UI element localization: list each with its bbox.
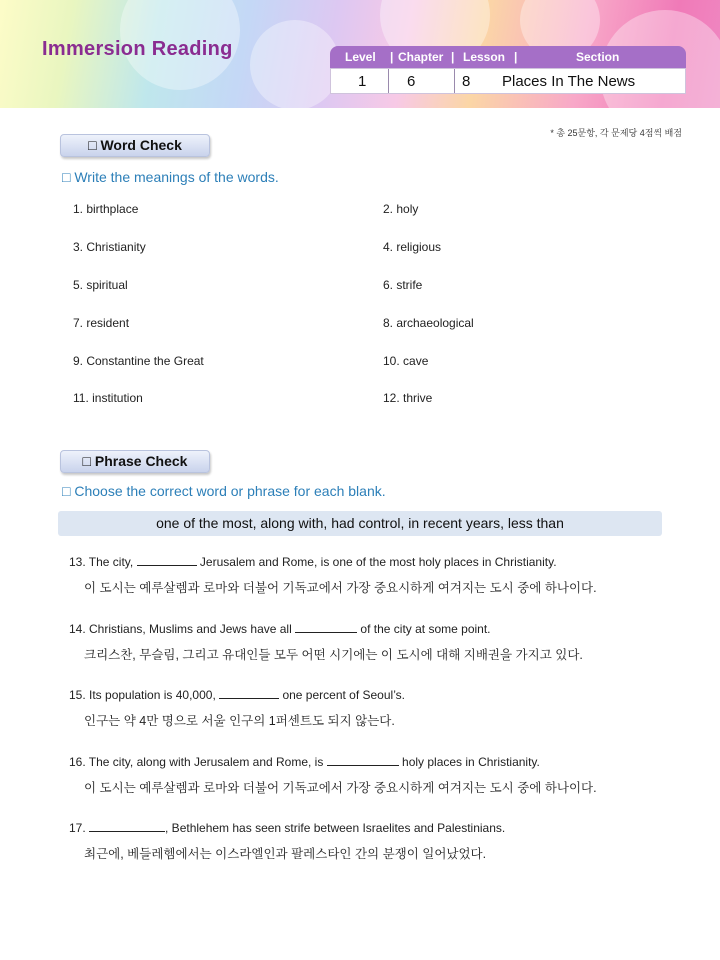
tab-lesson: Lesson <box>463 50 506 64</box>
brand-title: Immersion Reading <box>42 38 233 60</box>
word-item: 11. institution <box>73 391 143 405</box>
answer-blank[interactable] <box>295 623 357 633</box>
answer-blank[interactable] <box>219 689 279 699</box>
word-item: 2. holy <box>383 202 419 216</box>
question-15: 15. Its population is 40,000, one percent of Seoul’s. <box>69 688 405 702</box>
word-item: 7. resident <box>73 316 130 330</box>
answer-blank[interactable] <box>137 556 197 566</box>
question-16-translation: 이 도시는 예루살렘과 로마와 더불어 기독교에서 가장 중요시하게 여겨지는 도시 중에 하나이다. <box>84 781 597 795</box>
question-13-translation: 이 도시는 예루살렘과 로마와 더불어 기독교에서 가장 중요시하게 여겨지는 도시 중에 하나이다. <box>84 581 597 595</box>
lesson-value: 8 <box>462 73 471 90</box>
answer-blank[interactable] <box>89 822 165 832</box>
section-value: Places In The News <box>502 73 636 90</box>
tab-level: Level <box>345 50 376 64</box>
phrase-check-instruction: □ Choose the correct word or phrase for each blank. <box>62 483 386 499</box>
word-item: 3. Christianity <box>73 240 146 254</box>
word-item: 10. cave <box>383 354 429 368</box>
question-14: 14. Christians, Muslims and Jews have all of the city at some point. <box>69 622 491 636</box>
level-value: 1 <box>358 73 367 90</box>
word-check-heading: □ Word Check <box>60 134 210 157</box>
lesson-info-values <box>330 68 686 94</box>
score-note: * 총 25문항, 각 문제당 4점씩 배점 <box>550 128 682 138</box>
word-item: 5. spiritual <box>73 278 128 292</box>
phrase-check-heading: □ Phrase Check <box>60 450 210 473</box>
word-item: 4. religious <box>383 240 442 254</box>
question-17-translation: 최근에, 베들레헴에서는 이스라엘인과 팔레스타인 간의 분쟁이 일어났었다. <box>84 847 487 861</box>
word-item: 1. birthplace <box>73 202 139 216</box>
chapter-value: 6 <box>407 73 416 90</box>
word-item: 6. strife <box>383 278 423 292</box>
answer-blank[interactable] <box>327 756 399 766</box>
lesson-info-tabs: Level | Chapter | Lesson | Section <box>330 46 686 68</box>
tab-chapter: Chapter <box>398 50 444 64</box>
question-16: 16. The city, along with Jerusalem and Rome, is holy places in Christianity. <box>69 755 540 769</box>
question-14-translation: 크리스찬, 무슬림, 그리고 유대인들 모두 어떤 시기에는 이 도시에 대해 지배권을 가지고 있다. <box>84 648 583 662</box>
word-check-instruction: □ Write the meanings of the words. <box>62 169 279 185</box>
word-item: 12. thrive <box>383 391 433 405</box>
word-item: 9. Constantine the Great <box>73 354 204 368</box>
question-17: 17. , Bethlehem has seen strife between Israelites and Palestinians. <box>69 821 506 835</box>
tab-section: Section <box>576 50 620 64</box>
word-item: 8. archaeological <box>383 316 474 330</box>
question-13: 13. The city, Jerusalem and Rome, is one of the most holy places in Christianity. <box>69 555 557 569</box>
header-banner <box>0 0 720 108</box>
word-bank: one of the most, along with, had control, in recent years, less than <box>58 511 662 536</box>
question-15-translation: 인구는 약 4만 명으로 서울 인구의 1퍼센트도 되지 않는다. <box>84 714 395 728</box>
